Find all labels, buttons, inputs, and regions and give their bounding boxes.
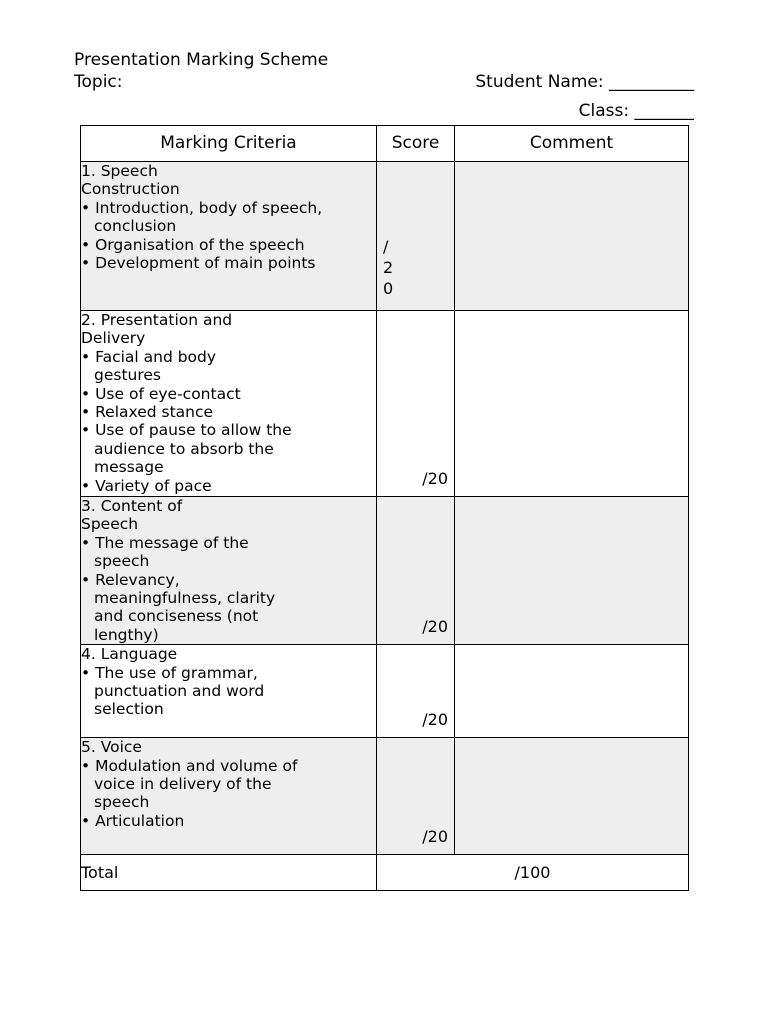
criteria-bullet: • Variety of pace — [81, 476, 212, 495]
comment-cell — [455, 497, 689, 645]
criteria-bullet: • Relevancy, meaningfulness, clarity and conciseness (not lengthy) — [81, 570, 276, 644]
score-cell — [377, 497, 455, 645]
criteria-title: 3. Content of Speech — [81, 497, 183, 534]
criteria-cell — [81, 738, 377, 855]
criteria-title: 4. Language — [81, 645, 178, 664]
marking-scheme-table — [80, 125, 689, 891]
score-cell — [377, 311, 455, 497]
score-value: /20 — [422, 826, 448, 846]
criteria-bullet: • Development of main points — [81, 254, 316, 273]
comment-cell — [455, 738, 689, 855]
score-value: /20 — [422, 709, 448, 729]
score-value: /20 — [383, 237, 394, 298]
table-row — [81, 645, 689, 738]
column-header-comment: Comment — [455, 126, 689, 162]
comment-cell — [455, 162, 689, 311]
score-value: /20 — [422, 616, 448, 636]
score-cell — [377, 738, 455, 855]
criteria-cell — [81, 497, 377, 645]
column-header-score: Score — [377, 126, 455, 162]
criteria-bullet: • Facial and body gestures — [81, 347, 217, 385]
criteria-title: 1. Speech Construction — [81, 162, 180, 199]
table-row — [81, 162, 689, 311]
criteria-cell — [81, 645, 377, 738]
criteria-bullet: • Introduction, body of speech, conclusion — [81, 198, 323, 236]
criteria-bullet: • Relaxed stance — [81, 403, 214, 422]
criteria-title: 2. Presentation and Delivery — [81, 311, 233, 348]
page-title: Presentation Marking Scheme — [74, 50, 329, 70]
criteria-bullet: • Use of eye-contact — [81, 384, 241, 403]
class-field: Class: _______ — [578, 101, 694, 121]
criteria-bullet: • Articulation — [81, 811, 185, 830]
table-row — [81, 738, 689, 855]
criteria-cell — [81, 311, 377, 497]
column-header-criteria: Marking Criteria — [81, 126, 377, 162]
score-cell — [377, 162, 455, 311]
score-cell — [377, 645, 455, 738]
comment-cell — [455, 645, 689, 738]
criteria-bullet: • Modulation and volume of voice in delivery of the speech — [81, 756, 298, 812]
criteria-title: 5. Voice — [81, 738, 142, 757]
table-header-row — [81, 126, 689, 162]
criteria-bullet: • Use of pause to allow the audience to absorb the message — [81, 421, 292, 477]
criteria-bullet: • The use of grammar, punctuation and word selection — [81, 663, 265, 719]
comment-cell — [455, 311, 689, 497]
student-name-field: Student Name: __________ — [475, 72, 694, 92]
total-value: /100 — [377, 855, 689, 891]
criteria-bullet: • Organisation of the speech — [81, 235, 305, 254]
total-label: Total — [81, 855, 377, 891]
table-row — [81, 311, 689, 497]
score-value: /20 — [422, 468, 448, 488]
topic-label: Topic: — [74, 72, 123, 92]
total-row — [81, 855, 689, 891]
criteria-cell — [81, 162, 377, 311]
table-row — [81, 497, 689, 645]
criteria-bullet: • The message of the speech — [81, 533, 249, 571]
